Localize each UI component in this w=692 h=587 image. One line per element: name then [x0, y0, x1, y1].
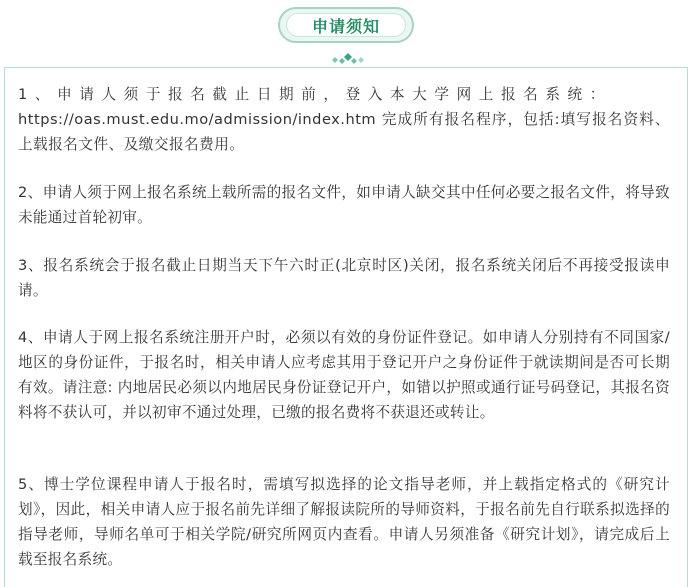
notice-item-4: 4、申请人于网上报名系统注册开户时，必须以有效的身份证件登记。如申请人分别持有不同国家/地区的身份证件，于报名时，相关申请人应考虑其用于登记开户之身份证件于就读期间是否可长期有效。请注意: 内地居民必须以内地居民身份证登记开户，如错以护照或通行证号码登记，其报名资料将不获认可，并以初审不通过处理，已缴的报名费将不获退还或转让。 — [18, 329, 670, 421]
notice-item-1 — [18, 82, 670, 157]
notice-item-5: 5、博士学位课程申请人于报名时，需填写拟选择的论文指导老师，并上载指定格式的《研究计划》，因此，相关申请人应于报名前先详细了解报读院所的导师资料，于报名前先自行联系拟选择的指导老师，导师名单可于相关学院/研究所网页内查看。申请人另须准备《研究计划》，请完成后上载至报名系统。 — [18, 476, 670, 568]
diamond-dots-icon — [326, 52, 366, 68]
title-badge — [278, 7, 414, 43]
notice-item-1-rest: https://oas.must.edu.mo/admission/index.htm 完成所有报名程序，包括:填写报名资料、上载报名文件、及缴交报名费用。 — [18, 111, 670, 153]
notice-item-2: 2、申请人须于网上报名系统上载所需的报名文件，如申请人缺交其中任何必要之报名文件，将导致未能通过首轮初审。 — [18, 184, 670, 226]
page-title: 申请须知 — [311, 16, 380, 36]
section-header — [0, 0, 692, 70]
notice-item-1-line1: 1、申请人须于报名截止日期前，登入本大学网上报名系统： — [18, 86, 612, 103]
notice-item-3: 3、报名系统会于报名截止日期当天下午六时正(北京时区)关闭，报名系统关闭后不再接受报读申请。 — [18, 257, 670, 299]
title-badge-inner — [286, 13, 406, 37]
